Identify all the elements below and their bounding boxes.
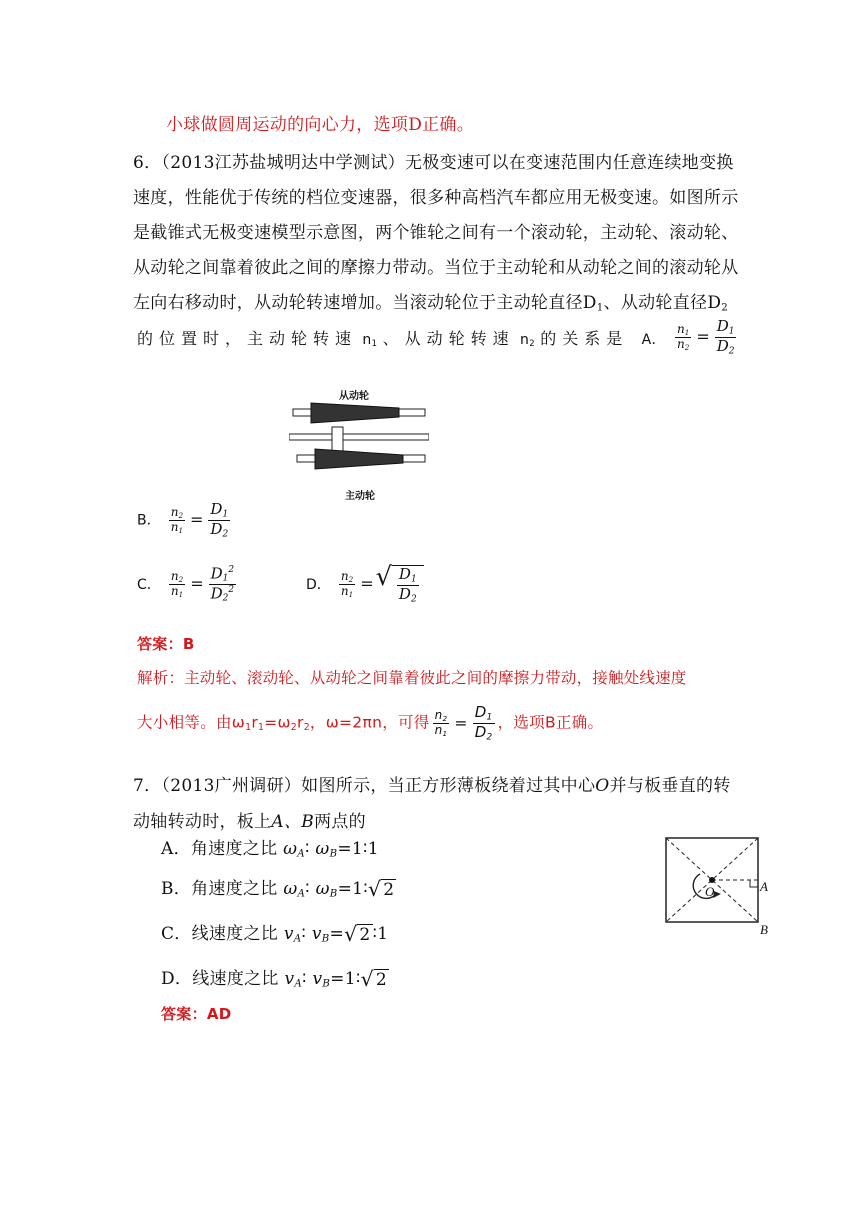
q6-optA-label: A． — [641, 332, 666, 348]
q7-optC-val: ∶1 — [372, 924, 389, 944]
q7-optD: D．线速度之比 $v_A∶$ $v_B=1∶$ √ 2 — [161, 967, 387, 991]
q6-optC: C． $\frac{n_2}{n_1}$ = $\frac{D_1^2}{D_2^2}$ — [137, 564, 235, 604]
q6-line2: 速度，性能优于传统的档位变速器，很多种高档汽车都应用无极变速。如图所示 — [133, 188, 739, 208]
fig-label-A: A — [760, 879, 768, 894]
q6-analysis-2: 大小相等。由$\omega_1r_1=\omega_2r_2$，ω=2πn，可得 $\frac{n_2}{n_1}$ = $\frac{D_1}{D_2}$ ，选项B正确。 — [137, 703, 604, 742]
square-plate-diagram — [664, 836, 764, 926]
q7-optA-val: =1∶1 — [337, 839, 379, 859]
q7-line2-b: 两点的 — [314, 812, 366, 832]
q7-line1-b: 并与板垂直的转 — [609, 776, 731, 796]
q6-line3: 是截锥式无极变速模型示意图，两个锥轮之间有一个滚动轮，主动轮、滚动轮、 — [133, 223, 739, 243]
q7-answer: 答案：AD — [161, 1005, 232, 1023]
q6-line5-a: 左向右移动时，从动轮转速增加。当滚动轮位于主动轮直径D — [133, 293, 597, 313]
q6-optD-label: D． — [306, 577, 331, 594]
q7-optC: C．线速度之比 $v_A∶$ $v_B=$ √ 2 ∶1 — [161, 922, 389, 946]
q7-optD-text: D．线速度之比 — [161, 969, 279, 989]
q6-line6-b: 、从动轮转速 — [382, 329, 515, 348]
q7-line2-a: 动轴转动时，板上 — [133, 812, 272, 832]
q7-line2 — [133, 807, 366, 832]
q5-tail: 小球做圆周运动的向心力，选项D正确。 — [166, 115, 475, 135]
q6-optC-label: C． — [137, 576, 161, 593]
q7-optC-text: C．线速度之比 — [161, 924, 279, 944]
q6-optB-label: B． — [137, 512, 161, 529]
q6-analysis-2a: 大小相等。由ω — [137, 713, 246, 732]
q7-optD-val: =1∶ — [330, 969, 361, 989]
q7-line1 — [133, 771, 731, 796]
fig-label-B: B — [760, 922, 768, 937]
q6-line5: 左向右移动时，从动轮转速增加。当滚动轮位于主动轮直径$D_1$、从动轮直径$D_2$ — [133, 293, 729, 314]
q6-line5-b: 、从动轮直径D — [603, 293, 722, 313]
q7-optB-val: =1∶ — [337, 879, 368, 899]
q6-analysis-2b: ，ω=2πn，可得 — [309, 713, 430, 732]
q6-optD: D． $\frac{n_2}{n_1}$ = √ $\frac{D_1}{D_2}$ — [306, 565, 424, 604]
cvt-diagram — [289, 401, 429, 501]
q6-answer: 答案：B — [137, 635, 195, 653]
q6-analysis-2c: ，选项B正确。 — [497, 713, 604, 732]
q7-line2-AB: A、B — [271, 812, 315, 832]
q7-line1-O: O — [595, 776, 610, 796]
fig-top-label: 从动轮 — [339, 391, 369, 402]
q7-optA-text: A．角速度之比 — [161, 839, 278, 859]
q6-optA-formula: $\frac{n_1}{n_2}$ = $\frac{D_1}{D_2}$ — [677, 317, 735, 356]
q6-line6-c: 的关系是 — [540, 329, 629, 348]
q6-line4: 从动轮之间靠着彼此之间的摩擦力带动。当位于主动轮和从动轮之间的滚动轮从 — [133, 258, 739, 278]
fig-bottom-label: 主动轮 — [345, 491, 375, 502]
q6-line6-a: 的位置时，主动轮转速 — [137, 329, 358, 348]
fig-label-O: O — [705, 884, 715, 899]
cvt-figure — [289, 387, 429, 502]
q6-optB: B． $\frac{n_2}{n_1}$ = $\frac{D_1}{D_2}$ — [137, 500, 229, 539]
q7-optB-text: B．角速度之比 — [161, 879, 278, 899]
q6-analysis-1: 解析：主动轮、滚动轮、从动轮之间靠着彼此之间的摩擦力带动，接触处线速度 — [137, 669, 687, 687]
q7-optA: A．角速度之比 $\omega_A∶$ $\omega_B=1∶1$ — [161, 839, 379, 860]
q7-optB: B．角速度之比 $\omega_A∶$ $\omega_B=1∶$ √ 2 — [161, 877, 395, 901]
square-plate-figure — [664, 836, 774, 936]
q6-line1: 6．（2013江苏盐城明达中学测试）无极变速可以在变速范围内任意连续地变换 — [133, 153, 734, 173]
q6-line6: 的位置时，主动轮转速 $n_1$ 、从动轮转速 $n_2$ 的关系是 A． — [137, 329, 666, 349]
q7-line1-a: 7．（2013广州调研）如图所示，当正方形薄板绕着过其中心 — [133, 776, 596, 796]
